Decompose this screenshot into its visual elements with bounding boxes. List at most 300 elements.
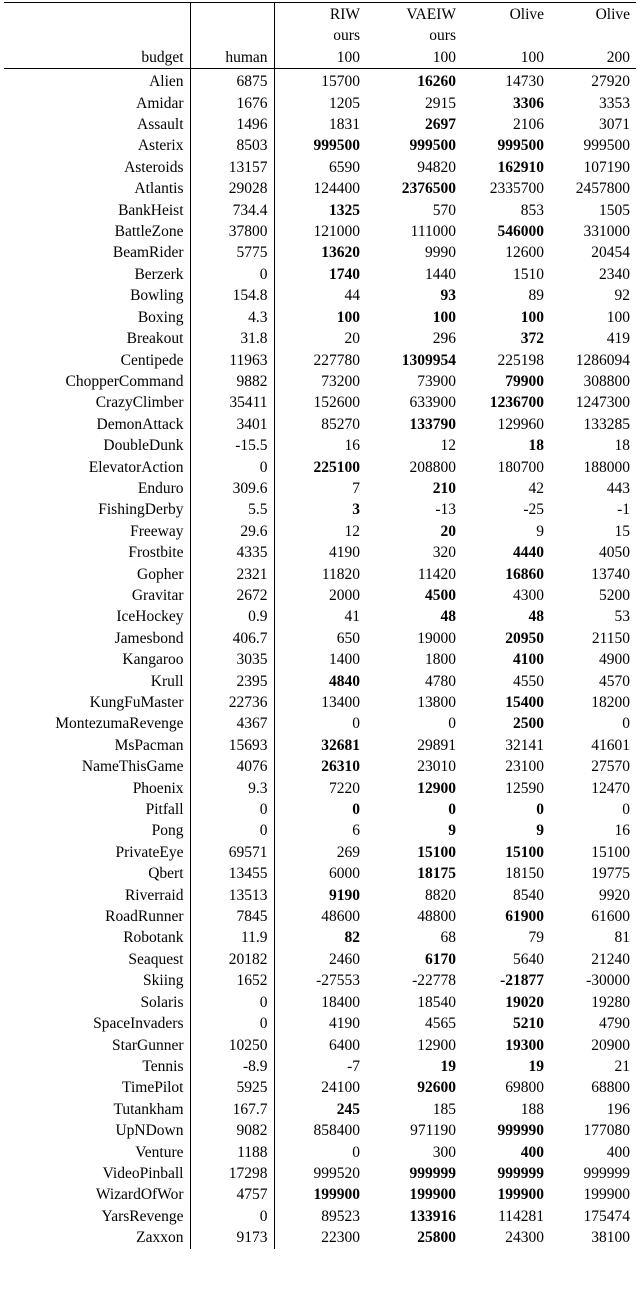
header-method-vaeiw: VAEIW <box>406 6 456 23</box>
score-cell-vaeiw: 12900 <box>417 779 456 797</box>
table-row <box>4 1099 636 1120</box>
game-name-cell: Bowling <box>130 287 184 305</box>
table-row <box>4 906 636 927</box>
score-cell-vaeiw: 4565 <box>425 1015 456 1033</box>
score-cell-ol2: 2457800 <box>575 180 630 198</box>
score-cell-riw: 0 <box>274 713 366 734</box>
table-row <box>4 178 636 199</box>
score-cell-human: 31.8 <box>190 328 274 349</box>
score-cell-vaeiw: 8820 <box>425 886 456 904</box>
score-cell-vaeiw: 48 <box>440 608 456 626</box>
score-cell-ol2: 3353 <box>599 94 630 112</box>
score-cell-vaeiw: 320 <box>432 544 456 562</box>
game-name-cell: MontezumaRevenge <box>55 715 184 733</box>
game-name-cell: Berzerk <box>134 265 184 283</box>
table-row <box>4 69 636 93</box>
game-name-cell: IceHockey <box>116 608 184 626</box>
table-row <box>4 606 636 627</box>
header-ours-vaeiw: ours <box>429 27 456 45</box>
score-cell-vaeiw: 9990 <box>425 244 456 262</box>
score-cell-riw: 13620 <box>274 242 366 263</box>
score-cell-ol1: 100 <box>520 308 544 326</box>
header-method-olive-100: Olive <box>509 6 544 23</box>
score-cell-human: 3401 <box>190 414 274 435</box>
table-row <box>4 992 636 1013</box>
score-cell-human: 0.9 <box>190 606 274 627</box>
table-row <box>4 885 636 906</box>
score-cell-human: 9173 <box>190 1227 274 1248</box>
score-cell-riw: 18400 <box>274 992 366 1013</box>
score-cell-ol1: 129960 <box>497 415 544 433</box>
score-cell-vaeiw: 0 <box>448 715 456 733</box>
score-cell-human: 2395 <box>190 671 274 692</box>
game-name-cell: DoubleDunk <box>103 437 184 455</box>
header-row-ours <box>4 25 636 46</box>
score-cell-ol1: 180700 <box>497 458 544 476</box>
score-cell-vaeiw: 133916 <box>409 1207 456 1225</box>
score-cell-riw: 13400 <box>274 692 366 713</box>
table-row <box>4 114 636 135</box>
score-cell-ol1: 9 <box>536 522 544 540</box>
game-name-cell: Breakout <box>126 330 184 348</box>
table-row <box>4 949 636 970</box>
score-cell-vaeiw: 19000 <box>417 629 456 647</box>
score-cell-vaeiw: 68 <box>440 929 456 947</box>
score-cell-vaeiw: 11420 <box>417 565 456 583</box>
score-cell-ol2: 133285 <box>583 415 630 433</box>
score-cell-human: 13157 <box>190 157 274 178</box>
score-cell-vaeiw: 29891 <box>417 736 456 754</box>
score-cell-ol1: 4100 <box>513 651 544 669</box>
score-cell-ol2: 400 <box>606 1143 630 1161</box>
table-row <box>4 435 636 456</box>
score-cell-ol1: 12590 <box>505 779 544 797</box>
score-cell-vaeiw: 9 <box>448 822 456 840</box>
table-row <box>4 1184 636 1205</box>
score-cell-ol2: 4900 <box>599 651 630 669</box>
score-cell-human: 15693 <box>190 735 274 756</box>
header-blank-human-2 <box>190 25 274 46</box>
score-cell-riw: 24100 <box>274 1077 366 1098</box>
score-cell-ol1: 2500 <box>513 715 544 733</box>
game-name-cell: Centipede <box>120 351 184 369</box>
score-cell-riw: 999520 <box>274 1163 366 1184</box>
score-cell-ol2: 81 <box>614 929 630 947</box>
game-name-cell: Kangaroo <box>122 651 184 669</box>
score-cell-ol1: 2335700 <box>489 180 544 198</box>
score-cell-ol2: 9920 <box>599 886 630 904</box>
score-cell-ol2: 21240 <box>591 950 630 968</box>
game-name-cell: Atlantis <box>134 180 184 198</box>
header-human-label: human <box>190 47 274 69</box>
score-cell-human: -8.9 <box>190 1056 274 1077</box>
game-name-cell: Zaxxon <box>136 1229 184 1247</box>
score-cell-human: 406.7 <box>190 628 274 649</box>
score-cell-ol2: 1286094 <box>575 351 630 369</box>
score-cell-ol2: 4570 <box>599 672 630 690</box>
score-cell-ol1: 8540 <box>513 886 544 904</box>
score-cell-human: 1652 <box>190 970 274 991</box>
score-cell-vaeiw: 1800 <box>425 651 456 669</box>
table-row <box>4 93 636 114</box>
score-cell-human: 9082 <box>190 1120 274 1141</box>
score-cell-ol2: 5200 <box>599 586 630 604</box>
score-cell-ol1: 162910 <box>497 158 544 176</box>
score-cell-vaeiw: 208800 <box>409 458 456 476</box>
table-row <box>4 671 636 692</box>
score-cell-riw: 1325 <box>274 200 366 221</box>
score-cell-human: 4335 <box>190 542 274 563</box>
table-row <box>4 1163 636 1184</box>
game-name-cell: Qbert <box>148 865 184 883</box>
game-name-cell: ChopperCommand <box>65 372 184 390</box>
score-cell-human: 6875 <box>190 69 274 93</box>
score-cell-human: 20182 <box>190 949 274 970</box>
score-cell-riw: 199900 <box>274 1184 366 1205</box>
score-cell-riw: 1205 <box>274 93 366 114</box>
score-cell-ol2: 4050 <box>599 544 630 562</box>
score-cell-ol1: 1236700 <box>489 394 544 412</box>
score-cell-riw: 16 <box>274 435 366 456</box>
table-row <box>4 1077 636 1098</box>
score-cell-ol1: 400 <box>520 1143 544 1161</box>
score-cell-ol1: 14730 <box>505 73 544 91</box>
game-name-cell: TimePilot <box>122 1079 184 1097</box>
score-cell-human: 0 <box>190 457 274 478</box>
score-cell-vaeiw: 92600 <box>417 1079 456 1097</box>
score-cell-vaeiw: 25800 <box>417 1229 456 1247</box>
score-cell-ol2: 19280 <box>591 993 630 1011</box>
score-cell-vaeiw: 4780 <box>425 672 456 690</box>
game-name-cell: RoadRunner <box>105 908 184 926</box>
game-name-cell: MsPacman <box>114 736 184 754</box>
game-name-cell: StarGunner <box>112 1036 184 1054</box>
score-cell-riw: 20 <box>274 328 366 349</box>
score-cell-vaeiw: 19 <box>440 1057 456 1075</box>
score-cell-human: 5925 <box>190 1077 274 1098</box>
score-cell-ol2: 199900 <box>583 1186 630 1204</box>
score-cell-ol2: 21150 <box>591 629 630 647</box>
score-cell-ol2: 331000 <box>583 223 630 241</box>
score-cell-ol1: 4550 <box>513 672 544 690</box>
score-cell-vaeiw: 4500 <box>425 586 456 604</box>
score-cell-ol1: 79 <box>528 929 544 947</box>
score-cell-riw: 0 <box>274 799 366 820</box>
score-cell-vaeiw: 2697 <box>425 116 456 134</box>
game-name-cell: VideoPinball <box>102 1164 184 1182</box>
score-cell-human: 9.3 <box>190 778 274 799</box>
score-cell-ol2: 2340 <box>599 265 630 283</box>
header-method-olive-200: Olive <box>595 6 630 23</box>
score-cell-ol1: 2106 <box>513 116 544 134</box>
score-cell-ol1: 42 <box>528 479 544 497</box>
score-cell-ol1: 23100 <box>505 758 544 776</box>
table-row <box>4 264 636 285</box>
score-cell-human: 0 <box>190 1206 274 1227</box>
score-cell-vaeiw: 18540 <box>417 993 456 1011</box>
score-cell-human: 0 <box>190 820 274 841</box>
score-cell-vaeiw: 100 <box>432 308 456 326</box>
score-cell-ol1: 24300 <box>505 1229 544 1247</box>
table-row <box>4 799 636 820</box>
score-cell-ol2: -30000 <box>586 972 630 990</box>
score-cell-riw: 152600 <box>274 392 366 413</box>
score-cell-ol1: 69800 <box>505 1079 544 1097</box>
score-cell-riw: 225100 <box>274 457 366 478</box>
score-cell-ol2: 4790 <box>599 1015 630 1033</box>
score-cell-riw: 82 <box>274 927 366 948</box>
game-name-cell: Phoenix <box>132 779 184 797</box>
game-name-cell: PrivateEye <box>115 843 184 861</box>
score-cell-ol1: 61900 <box>505 908 544 926</box>
score-cell-vaeiw: 23010 <box>417 758 456 776</box>
score-cell-ol2: 175474 <box>583 1207 630 1225</box>
score-cell-ol2: 1247300 <box>575 394 630 412</box>
score-cell-riw: 269 <box>274 842 366 863</box>
score-cell-riw: 650 <box>274 628 366 649</box>
score-cell-ol1: 199900 <box>497 1186 544 1204</box>
score-cell-vaeiw: 296 <box>432 330 456 348</box>
score-cell-ol2: 1505 <box>599 201 630 219</box>
header-blank-game-2 <box>4 25 190 46</box>
score-cell-ol2: 20454 <box>591 244 630 262</box>
score-cell-ol1: 4300 <box>513 586 544 604</box>
table-row <box>4 499 636 520</box>
header-row-budget <box>4 47 636 69</box>
score-cell-ol1: 5640 <box>513 950 544 968</box>
score-cell-ol1: 0 <box>536 801 544 819</box>
score-cell-vaeiw: 12 <box>440 437 456 455</box>
table-header <box>4 3 636 69</box>
score-cell-human: 1188 <box>190 1142 274 1163</box>
score-cell-vaeiw: 15100 <box>417 843 456 861</box>
score-cell-ol1: 999990 <box>497 1122 544 1140</box>
table-row <box>4 820 636 841</box>
score-cell-riw: -27553 <box>274 970 366 991</box>
score-cell-vaeiw: 0 <box>448 801 456 819</box>
score-cell-human: 9882 <box>190 371 274 392</box>
score-cell-vaeiw: 999500 <box>409 137 456 155</box>
table-row <box>4 242 636 263</box>
score-cell-human: 69571 <box>190 842 274 863</box>
score-cell-ol1: 3306 <box>513 94 544 112</box>
score-cell-riw: 2000 <box>274 585 366 606</box>
score-cell-ol1: 18150 <box>505 865 544 883</box>
score-cell-ol1: 20950 <box>505 629 544 647</box>
score-cell-ol2: 53 <box>614 608 630 626</box>
table-row <box>4 970 636 991</box>
score-cell-ol2: 0 <box>622 801 630 819</box>
table-row <box>4 457 636 478</box>
score-cell-vaeiw: 48800 <box>417 908 456 926</box>
score-cell-riw: 12 <box>274 521 366 542</box>
table-row <box>4 135 636 156</box>
score-cell-ol2: 92 <box>614 287 630 305</box>
score-cell-ol2: 308800 <box>583 372 630 390</box>
score-cell-ol1: 114281 <box>498 1207 544 1225</box>
game-name-cell: BankHeist <box>118 201 184 219</box>
score-cell-human: 5775 <box>190 242 274 263</box>
score-cell-ol2: 15 <box>614 522 630 540</box>
game-name-cell: NameThisGame <box>81 758 184 776</box>
header-budget-label: budget <box>4 47 190 69</box>
score-cell-ol1: 999999 <box>497 1164 544 1182</box>
score-cell-human: 4.3 <box>190 307 274 328</box>
table-row <box>4 478 636 499</box>
table-row <box>4 157 636 178</box>
score-cell-ol2: 18 <box>614 437 630 455</box>
score-cell-riw: 4190 <box>274 1013 366 1034</box>
score-cell-ol1: 48 <box>528 608 544 626</box>
score-cell-vaeiw: 93 <box>440 287 456 305</box>
score-cell-ol2: 100 <box>606 308 630 326</box>
score-cell-vaeiw: 18175 <box>417 865 456 883</box>
score-cell-ol2: 12470 <box>591 779 630 797</box>
score-cell-human: 4757 <box>190 1184 274 1205</box>
table-row <box>4 1227 636 1248</box>
score-cell-human: -15.5 <box>190 435 274 456</box>
score-cell-vaeiw: 94820 <box>417 158 456 176</box>
table-row <box>4 692 636 713</box>
game-name-cell: Assault <box>137 116 184 134</box>
game-name-cell: Tutankham <box>113 1100 184 1118</box>
game-name-cell: Krull <box>150 672 184 690</box>
score-cell-riw: 73200 <box>274 371 366 392</box>
results-table <box>4 2 636 1249</box>
table-row <box>4 414 636 435</box>
score-cell-ol1: 225198 <box>497 351 544 369</box>
table-row <box>4 350 636 371</box>
score-cell-ol2: 3071 <box>599 116 630 134</box>
game-name-cell: CrazyClimber <box>95 394 184 412</box>
score-cell-ol2: 999999 <box>583 1164 630 1182</box>
score-cell-ol1: 15400 <box>505 694 544 711</box>
score-cell-vaeiw: 199900 <box>409 1186 456 1204</box>
game-name-cell: Skiing <box>143 972 184 990</box>
score-cell-ol1: 16860 <box>505 565 544 583</box>
game-name-cell: Pitfall <box>145 801 184 819</box>
game-name-cell: Pong <box>151 822 184 840</box>
score-cell-human: 22736 <box>190 692 274 713</box>
score-cell-riw: 4840 <box>274 671 366 692</box>
header-budget-olive-100: 100 <box>462 47 550 69</box>
game-name-cell: Freeway <box>130 522 184 540</box>
score-cell-ol1: 18 <box>528 437 544 455</box>
table-row <box>4 1013 636 1034</box>
header-ours-riw: ours <box>274 25 366 46</box>
table-row <box>4 756 636 777</box>
score-cell-human: 154.8 <box>190 285 274 306</box>
score-cell-human: 4367 <box>190 713 274 734</box>
score-cell-vaeiw: 2376500 <box>401 180 456 198</box>
score-cell-human: 29.6 <box>190 521 274 542</box>
score-cell-vaeiw: 13800 <box>417 694 456 711</box>
score-cell-human: 0 <box>190 1013 274 1034</box>
score-cell-human: 2321 <box>190 564 274 585</box>
score-cell-vaeiw: -13 <box>435 501 456 519</box>
table-row <box>4 307 636 328</box>
table-row <box>4 649 636 670</box>
table-row <box>4 863 636 884</box>
game-name-cell: Gravitar <box>131 586 184 604</box>
game-name-cell: Venture <box>135 1143 184 1161</box>
score-cell-riw: 22300 <box>274 1227 366 1248</box>
game-name-cell: Frostbite <box>128 544 184 562</box>
score-cell-riw: 6400 <box>274 1035 366 1056</box>
score-cell-ol2: 443 <box>606 479 630 497</box>
score-cell-ol2: 419 <box>606 330 630 348</box>
header-blank-game <box>4 3 190 26</box>
score-cell-riw: 1400 <box>274 649 366 670</box>
game-name-cell: Riverraid <box>124 886 184 904</box>
score-cell-vaeiw: 570 <box>432 201 456 219</box>
score-cell-vaeiw: 133790 <box>409 415 456 433</box>
score-cell-ol1: 4440 <box>513 544 544 562</box>
table-row <box>4 628 636 649</box>
score-cell-riw: 7220 <box>274 778 366 799</box>
score-cell-ol2: 21 <box>614 1057 630 1075</box>
table-row <box>4 328 636 349</box>
score-cell-ol1: 999500 <box>497 137 544 155</box>
score-cell-human: 10250 <box>190 1035 274 1056</box>
score-cell-ol1: -25 <box>523 501 544 519</box>
score-cell-riw: -7 <box>274 1056 366 1077</box>
table-row <box>4 392 636 413</box>
game-name-cell: SpaceInvaders <box>93 1015 184 1033</box>
score-cell-ol1: 546000 <box>497 223 544 241</box>
score-cell-human: 7845 <box>190 906 274 927</box>
game-name-cell: Asterix <box>137 137 184 155</box>
table-row <box>4 221 636 242</box>
score-cell-ol2: 41601 <box>591 736 630 754</box>
score-cell-riw: 121000 <box>274 221 366 242</box>
score-cell-ol2: 61600 <box>591 908 630 926</box>
score-cell-vaeiw: 6170 <box>425 950 456 968</box>
table-row <box>4 200 636 221</box>
table-row <box>4 842 636 863</box>
score-cell-riw: 0 <box>274 1142 366 1163</box>
score-cell-human: 3035 <box>190 649 274 670</box>
score-cell-vaeiw: 300 <box>432 1143 456 1161</box>
score-cell-riw: 999500 <box>274 135 366 156</box>
score-cell-ol2: -1 <box>617 501 630 519</box>
game-name-cell: WizardOfWor <box>95 1186 184 1204</box>
score-cell-riw: 85270 <box>274 414 366 435</box>
score-cell-ol1: 15100 <box>505 843 544 861</box>
score-cell-human: 0 <box>190 799 274 820</box>
score-cell-ol1: -21877 <box>500 972 544 990</box>
table-row <box>4 564 636 585</box>
score-cell-riw: 41 <box>274 606 366 627</box>
score-cell-riw: 48600 <box>274 906 366 927</box>
game-name-cell: Solaris <box>140 993 184 1011</box>
score-cell-vaeiw: 633900 <box>409 394 456 412</box>
score-cell-ol2: 999500 <box>583 137 630 155</box>
score-cell-riw: 4190 <box>274 542 366 563</box>
score-cell-ol1: 853 <box>520 201 544 219</box>
score-cell-ol1: 19 <box>528 1057 544 1075</box>
score-cell-ol2: 15100 <box>591 843 630 861</box>
table-row <box>4 735 636 756</box>
game-name-cell: FishingDerby <box>98 501 184 519</box>
game-name-cell: Alien <box>149 73 184 91</box>
score-cell-vaeiw: 1440 <box>425 265 456 283</box>
score-cell-riw: 9190 <box>274 885 366 906</box>
score-cell-riw: 6590 <box>274 157 366 178</box>
score-cell-human: 29028 <box>190 178 274 199</box>
score-cell-ol2: 18200 <box>591 694 630 711</box>
score-cell-vaeiw: 2915 <box>425 94 456 112</box>
